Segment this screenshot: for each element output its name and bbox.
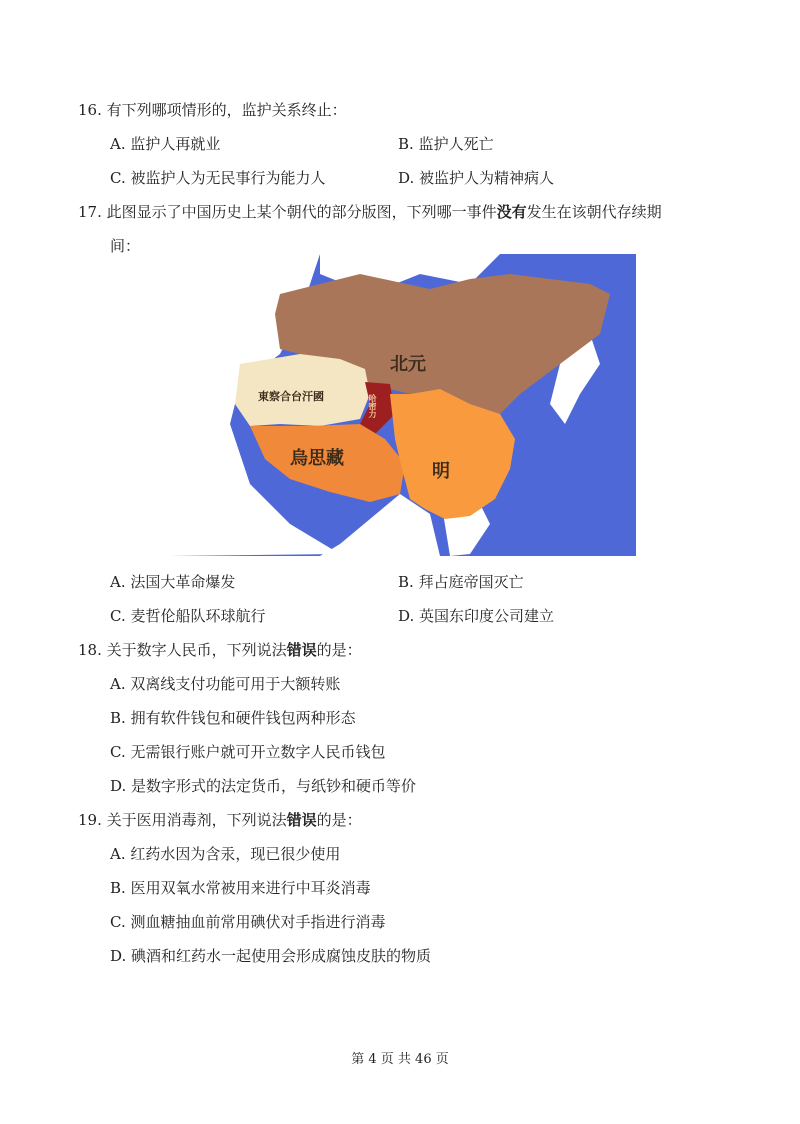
question-19-option-b[interactable]: B. 医用双氧水常被用来进行中耳炎消毒 <box>110 879 371 897</box>
label-ming: 明 <box>432 461 450 482</box>
question-17-stem: 17. 此图显示了中国历史上某个朝代的部分版图，下列哪一事件没有发生在该朝代存续期 <box>78 203 662 221</box>
question-16-option-d[interactable]: D. 被监护人为精神病人 <box>398 169 555 187</box>
question-19-stem: 19. 关于医用消毒剂，下列说法错误的是： <box>78 811 362 829</box>
map-svg <box>170 254 636 556</box>
label-tibet: 烏思藏 <box>290 448 344 469</box>
question-16-stem: 16. 有下列哪项情形的，监护关系终止： <box>78 101 347 119</box>
question-18-option-b[interactable]: B. 拥有软件钱包和硬件钱包两种形态 <box>110 709 356 727</box>
question-18-stem: 18. 关于数字人民币，下列说法错误的是： <box>78 641 362 659</box>
question-16-option-c[interactable]: C. 被监护人为无民事行为能力人 <box>110 169 326 187</box>
question-17-stem-line2: 间： <box>110 237 141 255</box>
question-18-option-c[interactable]: C. 无需银行账户就可开立数字人民币钱包 <box>110 743 386 761</box>
label-hami: 哈密力 <box>368 394 378 418</box>
emphasis-text: 错误 <box>286 811 317 829</box>
question-19-option-c[interactable]: C. 测血糖抽血前常用碘伏对手指进行消毒 <box>110 913 386 931</box>
question-17-option-b[interactable]: B. 拜占庭帝国灭亡 <box>398 573 524 591</box>
emphasis-text: 错误 <box>286 641 317 659</box>
label-chagatai: 東察合台汗國 <box>258 390 324 403</box>
page-footer: 第 4 页 共 46 页 <box>351 1052 449 1067</box>
question-18-option-d[interactable]: D. 是数字形式的法定货币，与纸钞和硬币等价 <box>110 777 417 795</box>
question-16-option-b[interactable]: B. 监护人死亡 <box>398 135 494 153</box>
emphasis-text: 没有 <box>496 203 527 221</box>
question-16-option-a[interactable]: A. 监护人再就业 <box>110 135 221 153</box>
question-17-option-a[interactable]: A. 法国大革命爆发 <box>110 573 236 591</box>
label-north-yuan: 北元 <box>390 354 426 375</box>
question-17-option-d[interactable]: D. 英国东印度公司建立 <box>398 607 555 625</box>
question-19-option-d[interactable]: D. 碘酒和红药水一起使用会形成腐蚀皮肤的物质 <box>110 947 432 965</box>
question-19-option-a[interactable]: A. 红药水因为含汞，现已很少使用 <box>110 845 341 863</box>
question-17-option-c[interactable]: C. 麦哲伦船队环球航行 <box>110 607 266 625</box>
question-18-option-a[interactable]: A. 双离线支付功能可用于大额转账 <box>110 675 341 693</box>
historical-map <box>170 254 636 556</box>
